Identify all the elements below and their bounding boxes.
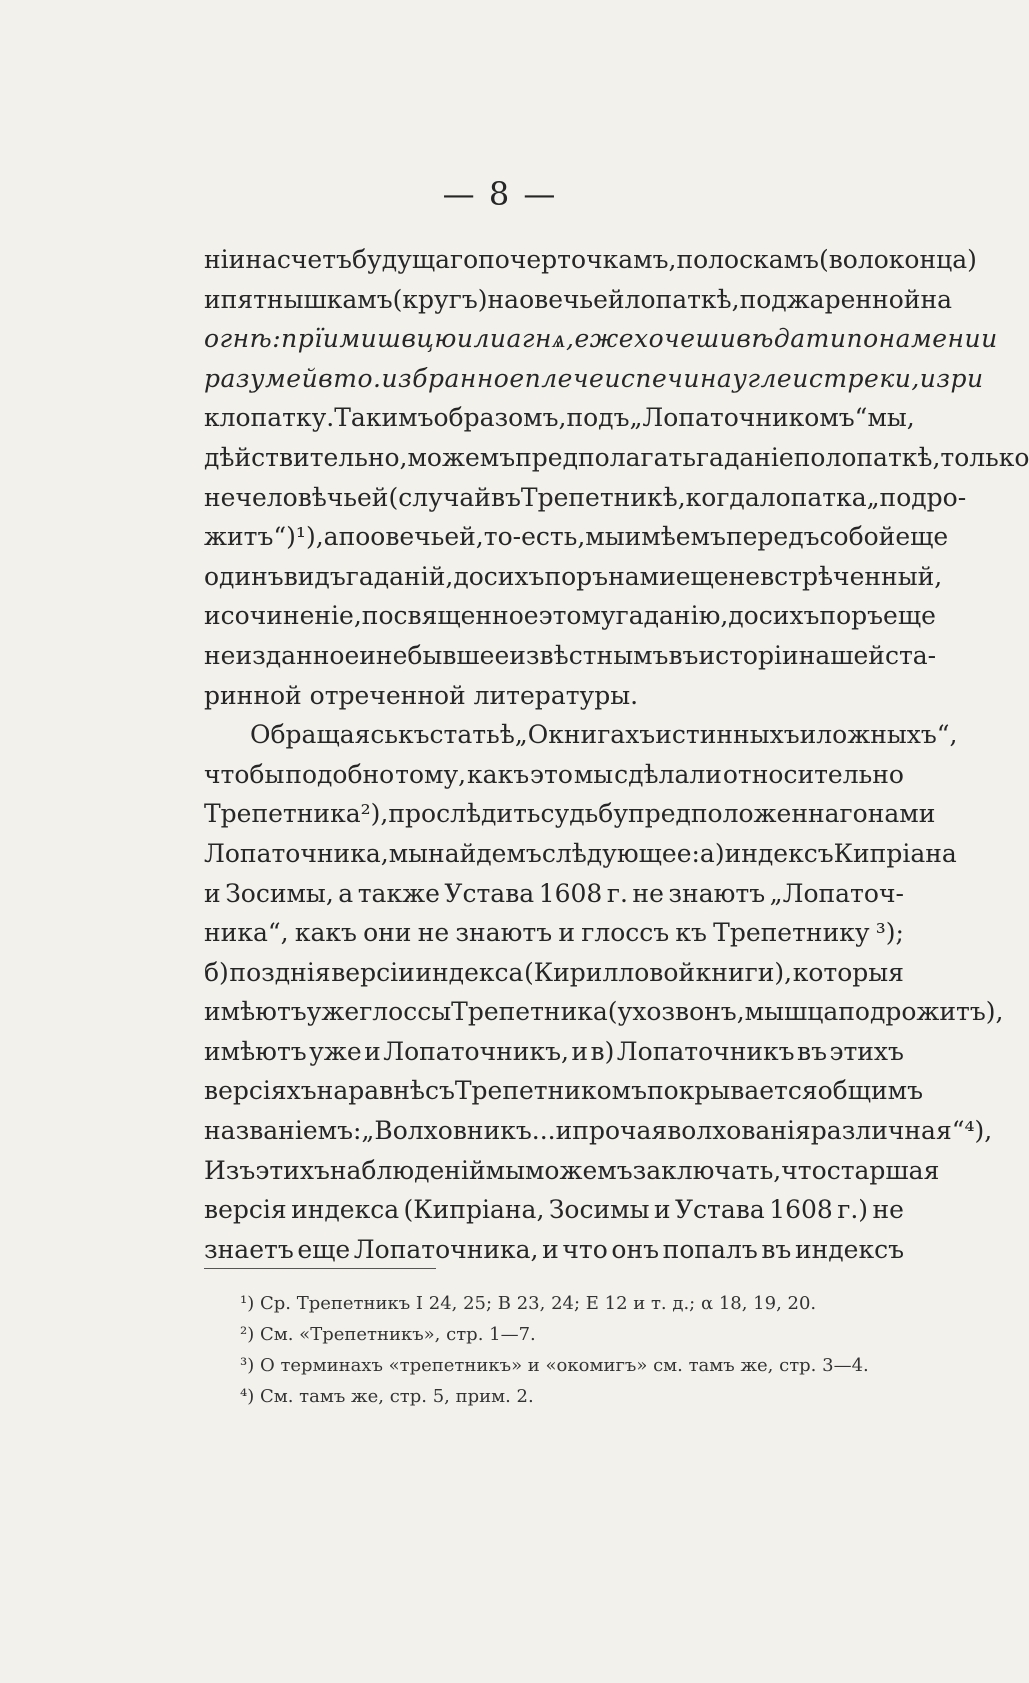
text-line: ника“, какъ они не знаютъ и глоссъ къ Трепетнику ³); xyxy=(204,918,904,948)
footnote: ²) См. «Трепетникъ», стр. 1—7. xyxy=(240,1324,536,1345)
text-line: ринной отреченной литературы. xyxy=(204,680,639,710)
text-line: знаетъ еще Лопаточника, и что онъ попалъ въ индексъ xyxy=(204,1234,904,1264)
text-line: одинъ видъ гаданiй, до сихъ поръ нами еще не встрѣченный, xyxy=(204,561,943,591)
text-line: разумей в то. избранное плече испечи на угле и стреки, и зри xyxy=(204,363,984,393)
text-line: имѣютъ уже и Лопаточникъ, и в) Лопаточникъ въ этихъ xyxy=(204,1036,904,1066)
footnote: ¹) Ср. Трепетникъ I 24, 25; В 23, 24; Е 12 и т. д.; α 18, 19, 20. xyxy=(240,1293,817,1314)
text-line: имѣютъ уже глоссы Трепетника (ухозвонъ, мышца подрожитъ), xyxy=(204,997,1004,1027)
text-line: версiя индекса (Кипрiана, Зосимы и Устава 1608 г.) не xyxy=(204,1195,904,1225)
text-line: к лопатку. Такимъ образомъ, подъ „Лопаточникомъ“ мы, xyxy=(204,403,915,433)
text-line: Лопаточника, мы найдемъ слѣдующее: а) индексъ Кипрiана xyxy=(204,838,957,868)
text-line: названiемъ: „Волховникъ... и прочая волхованiя различная“⁴), xyxy=(204,1116,993,1146)
text-line: б) позднiя версiи индекса (Кирилловой книги), которыя xyxy=(204,957,904,987)
footnote: ⁴) См. тамъ же, стр. 5, прим. 2. xyxy=(240,1386,534,1407)
text-line: не изданное и не бывшее извѣстнымъ въ исторiи нашей ста- xyxy=(204,640,937,670)
footnote: ³) О терминахъ «трепетникъ» и «окомигъ» см. тамъ же, стр. 3—4. xyxy=(240,1355,869,1376)
text-line: Изъ этихъ наблюденiй мы можемъ заключать, что старшая xyxy=(204,1155,940,1185)
text-line: нiи на счетъ будущаго по черточкамъ, полоскамъ (волоконца) xyxy=(204,245,977,274)
text-line: не человѣчьей (случай въ Трепетникѣ, когда лопатка „подро- xyxy=(204,482,967,512)
text-line: и пятнышкамъ (кругъ) на овечьей лопаткѣ, поджаренной на xyxy=(204,284,953,314)
text-line: и Зосимы, а также Устава 1608 г. не знаютъ „Лопаточ- xyxy=(204,878,904,908)
text-line: Обращаясь къ статьѣ „О книгахъ истинныхъ и ложныхъ“, xyxy=(250,720,958,750)
text-line: Трепетника ²), прослѣдить судьбу предположеннаго нами xyxy=(204,799,936,829)
text-line: житъ“)¹), а по овечьей, то-есть, мы имѣемъ передъ собой еще xyxy=(204,522,949,552)
main-text xyxy=(204,240,1029,1269)
text-line: чтобы подобно тому, какъ это мы сдѣлали относительно xyxy=(204,759,904,789)
text-line: версiяхъ наравнѣ съ Трепетникомъ покрывается общимъ xyxy=(204,1076,923,1106)
text-line: дѣйствительно, можемъ предполагать гаданiе по лопаткѣ, только xyxy=(204,442,1029,472)
footnotes xyxy=(240,1288,900,1412)
footnote-rule xyxy=(204,1268,436,1269)
text-line: огнѣ: прїими швцю или агнѧ, еже хочеши вѣдати по намени и xyxy=(204,324,998,354)
page-number: — 8 — xyxy=(442,175,558,213)
text-line: и сочиненiе, посвященное этому гаданiю, до сихъ поръ еще xyxy=(204,601,936,631)
